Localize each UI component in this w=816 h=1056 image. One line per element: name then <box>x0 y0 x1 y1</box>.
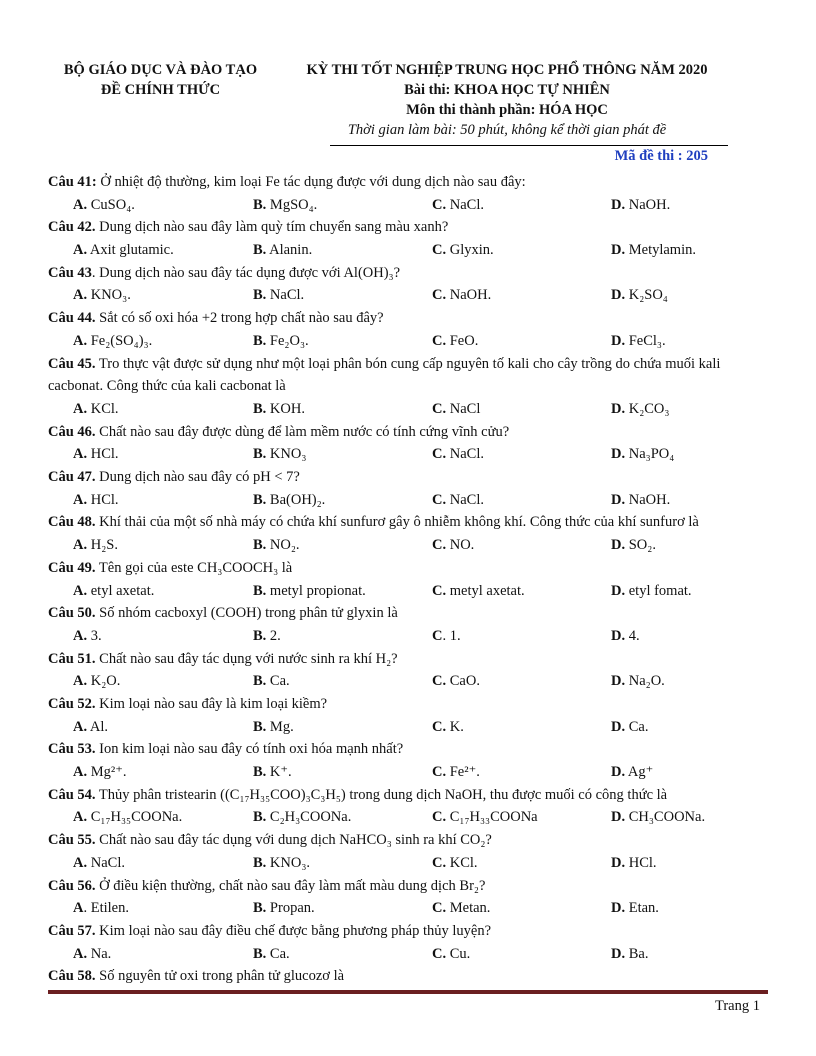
question-number: Câu 45. <box>48 355 96 372</box>
answer-option <box>253 806 351 829</box>
option-row <box>48 194 770 217</box>
answer-option <box>253 761 292 784</box>
option-letter: A. <box>73 446 88 463</box>
answer-option <box>73 194 135 217</box>
option-text: Alanin. <box>266 242 313 259</box>
answer-option <box>73 580 154 603</box>
option-text: Propan. <box>266 900 315 917</box>
answer-option <box>611 398 669 421</box>
option-text: 3. <box>87 627 102 644</box>
option-letter: D. <box>611 764 626 781</box>
option-letter: C. <box>432 491 447 508</box>
answer-option <box>253 580 366 603</box>
question <box>48 262 770 285</box>
option-letter: C. <box>432 537 447 554</box>
option-letter: A. <box>73 537 88 554</box>
answer-option <box>611 330 666 353</box>
option-letter: D. <box>611 537 626 554</box>
option-letter: C <box>432 627 443 644</box>
answer-option <box>73 625 102 648</box>
option-text: Na₃PO₄ <box>625 446 675 463</box>
answer-option <box>611 761 653 784</box>
answer-option <box>432 284 491 307</box>
option-row <box>48 716 770 739</box>
option-text: etyl fomat. <box>625 582 692 599</box>
option-text: NaOH. <box>625 196 671 213</box>
option-letter: A. <box>73 764 88 781</box>
question-text: Số nguyên tử oxi trong phân tử glucozơ là <box>95 968 345 985</box>
question <box>48 784 770 807</box>
question-number: Câu 51. <box>48 650 96 667</box>
option-row <box>48 852 770 875</box>
option-text: KCl. <box>87 400 119 417</box>
option-letter: A. <box>73 718 88 735</box>
answer-option <box>73 443 119 466</box>
option-letter: A. <box>73 400 88 417</box>
option-letter: D. <box>611 446 626 463</box>
answer-option <box>253 670 290 693</box>
option-letter: C. <box>432 582 447 599</box>
option-text: Fe²⁺. <box>446 764 480 781</box>
option-text: . Etilen. <box>83 900 129 917</box>
option-letter: B. <box>253 491 267 508</box>
header-right <box>272 60 742 140</box>
option-letter: C. <box>432 446 447 463</box>
question-text: . Dung dịch nào sau đây tác dụng được với Al(OH)₃? <box>91 264 401 281</box>
option-letter: C. <box>432 900 447 917</box>
answer-option <box>73 852 125 875</box>
page-number: Trang 1 <box>715 998 760 1014</box>
answer-option <box>73 284 131 307</box>
option-text: KCl. <box>446 854 478 871</box>
option-text: H₂S. <box>87 537 118 554</box>
question-number: Câu 48. <box>48 514 96 531</box>
option-letter: D. <box>611 673 626 690</box>
option-text: CuSO₄. <box>87 196 135 213</box>
answer-option <box>611 625 640 648</box>
exam-title: KỲ THI TỐT NGHIỆP TRUNG HỌC PHỔ THÔNG NĂM 2020 <box>306 62 708 78</box>
option-text: Glyxin. <box>446 242 494 259</box>
answer-option <box>253 284 304 307</box>
question-number: Câu 58. <box>48 968 96 985</box>
option-text: NaCl. <box>266 287 305 304</box>
question <box>48 171 770 194</box>
exam-component: Môn thi thành phần: HÓA HỌC <box>406 102 608 118</box>
option-letter: B. <box>253 627 267 644</box>
question-number: Câu 54. <box>48 786 96 803</box>
option-text: CH₃COONa. <box>625 809 706 826</box>
option-text: K₂CO₃ <box>625 400 670 417</box>
question-number: Câu 41: <box>48 174 97 190</box>
option-letter: C. <box>432 718 447 735</box>
option-letter: A. <box>73 196 88 213</box>
option-letter: B. <box>253 809 267 826</box>
answer-option <box>432 398 480 421</box>
question <box>48 216 770 239</box>
answer-option <box>253 330 309 353</box>
option-text: CaO. <box>446 673 480 690</box>
answer-option <box>432 194 484 217</box>
answer-option <box>432 239 494 262</box>
question-number: Câu 42. <box>48 219 96 236</box>
question-number: Câu 57. <box>48 922 96 939</box>
option-row <box>48 625 770 648</box>
answer-option <box>73 534 118 557</box>
option-letter: B. <box>253 673 267 690</box>
answer-option <box>611 489 670 512</box>
answer-option <box>432 670 480 693</box>
question-text: Sắt có số oxi hóa +2 trong hợp chất nào sau đây? <box>95 310 384 327</box>
question <box>48 421 770 444</box>
option-text: Etan. <box>625 900 659 917</box>
option-row <box>48 761 770 784</box>
answer-option <box>253 239 312 262</box>
option-text: NaCl <box>446 400 481 417</box>
question-number: Câu 47. <box>48 469 96 486</box>
answer-option <box>432 625 461 648</box>
question-text: Thủy phân tristearin ((C₁₇H₃₅COO)₃C₃H₅) trong dung dịch NaOH, thu được muối có công thức là <box>95 786 668 803</box>
option-text: NaCl. <box>446 196 484 213</box>
option-row <box>48 239 770 262</box>
option-letter: B. <box>253 196 267 213</box>
option-letter: C. <box>432 945 447 962</box>
answer-option <box>73 330 152 353</box>
answer-option <box>611 194 670 217</box>
option-text: . 1. <box>442 627 461 644</box>
answer-option <box>432 489 484 512</box>
option-row <box>48 670 770 693</box>
answer-option <box>253 897 315 920</box>
option-text: C₁₇H₃₅COONa. <box>87 809 183 826</box>
option-text: Ca. <box>625 718 649 735</box>
option-text: Cu. <box>446 945 471 962</box>
option-letter: D. <box>611 196 626 213</box>
question-text: Chất nào sau đây tác dụng với dung dịch NaHCO₃ sinh ra khí CO₂? <box>95 832 492 849</box>
question <box>48 511 770 534</box>
option-text: NaOH. <box>446 287 492 304</box>
answer-option <box>253 443 306 466</box>
answer-option <box>73 398 119 421</box>
question-text: Chất nào sau đây được dùng để làm mềm nước có tính cứng vĩnh cửu? <box>95 423 510 440</box>
question-text: Khí thải của một số nhà máy có chứa khí sunfurơ gây ô nhiễm không khí. Công thức của khí sunfurơ là <box>95 514 699 531</box>
option-letter: B. <box>253 764 267 781</box>
option-text: HCl. <box>625 854 657 871</box>
option-text: Axit glutamic. <box>87 242 174 259</box>
answer-option <box>253 716 294 739</box>
answer-option <box>611 239 696 262</box>
answer-option <box>253 943 290 966</box>
option-letter: D. <box>611 287 626 304</box>
option-letter: A. <box>73 673 88 690</box>
answer-option <box>253 534 300 557</box>
option-text: C₁₇H₃₃COONa <box>446 809 538 826</box>
option-letter: B. <box>253 287 267 304</box>
question-number: Câu 56. <box>48 877 96 894</box>
answer-option <box>432 761 480 784</box>
option-text: K₂O. <box>87 673 121 690</box>
option-letter: C. <box>432 764 447 781</box>
option-text: NaCl. <box>87 854 125 871</box>
option-text: metyl axetat. <box>446 582 525 599</box>
option-letter: A <box>73 900 84 917</box>
question-text: Dung dịch nào sau đây có pH < 7? <box>95 469 300 486</box>
option-letter: D. <box>611 945 626 962</box>
option-row <box>48 443 770 466</box>
answer-option <box>432 852 478 875</box>
option-text: K⁺. <box>266 764 292 781</box>
question-text: Ion kim loại nào sau đây có tính oxi hóa mạnh nhất? <box>95 741 404 758</box>
answer-option <box>611 284 668 307</box>
option-text: Na₂O. <box>625 673 665 690</box>
question <box>48 557 770 580</box>
question-text: Tên gọi của este CH₃COOCH₃ là <box>95 559 293 576</box>
option-letter: A. <box>73 287 88 304</box>
answer-option <box>432 716 464 739</box>
option-text: Mg. <box>266 718 294 735</box>
option-text: 2. <box>266 627 281 644</box>
option-letter: B. <box>253 242 267 259</box>
option-text: SO₂. <box>625 537 656 554</box>
option-text: Mg²⁺. <box>87 764 127 781</box>
ministry-name: BỘ GIÁO DỤC VÀ ĐÀO TẠO <box>63 62 258 78</box>
answer-option <box>611 534 656 557</box>
question <box>48 307 770 330</box>
question-text: Số nhóm cacboxyl (COOH) trong phân tử glyxin là <box>95 605 398 622</box>
option-text: K₂SO₄ <box>625 287 668 304</box>
option-text: Al. <box>87 718 109 735</box>
answer-option <box>611 897 659 920</box>
question <box>48 602 770 625</box>
option-letter: B. <box>253 400 267 417</box>
option-text: NO. <box>446 537 475 554</box>
answer-option <box>253 398 305 421</box>
option-text: Na. <box>87 945 112 962</box>
option-text: 4. <box>625 627 640 644</box>
option-letter: C. <box>432 242 447 259</box>
option-letter: D. <box>611 582 626 599</box>
answer-option <box>253 852 310 875</box>
question-number: Câu 53. <box>48 741 96 758</box>
option-row <box>48 580 770 603</box>
exam-duration: Thời gian làm bài: 50 phút, không kể thời gian phát đề <box>347 122 667 138</box>
answer-option <box>73 943 111 966</box>
option-letter: C. <box>432 196 447 213</box>
answer-option <box>611 852 657 875</box>
answer-option <box>73 716 108 739</box>
option-text: MgSO₄. <box>266 196 318 213</box>
answer-option <box>611 806 705 829</box>
answer-option <box>73 489 119 512</box>
question <box>48 693 770 716</box>
question <box>48 829 770 852</box>
option-text: NaOH. <box>625 491 671 508</box>
answer-option <box>432 897 490 920</box>
option-letter: D. <box>611 809 626 826</box>
answer-option <box>253 194 317 217</box>
question-text: Chất nào sau đây tác dụng với nước sinh ra khí H₂? <box>95 650 398 667</box>
option-letter: C. <box>432 809 447 826</box>
official-label: ĐỀ CHÍNH THỨC <box>100 82 221 98</box>
option-row <box>48 489 770 512</box>
question-text: Ở nhiệt độ thường, kim loại Fe tác dụng được với dung dịch nào sau đây: <box>96 174 526 190</box>
question-number: Câu 44. <box>48 310 96 327</box>
option-text: Ba(OH)₂. <box>266 491 326 508</box>
answer-option <box>73 806 182 829</box>
question-text: Kim loại nào sau đây là kim loại kiềm? <box>95 696 328 712</box>
option-text: FeO. <box>446 332 479 349</box>
question <box>48 738 770 761</box>
option-row <box>48 284 770 307</box>
option-letter: A. <box>73 242 88 259</box>
question-text: Ở điều kiện thường, chất nào sau đây làm mất màu dung dịch Br₂? <box>95 877 486 894</box>
question-number: Câu 46. <box>48 423 96 440</box>
option-text: C₂H₃COONa. <box>266 809 352 826</box>
option-letter: B. <box>253 854 267 871</box>
option-text: HCl. <box>87 446 119 463</box>
question <box>48 353 770 398</box>
answer-option <box>611 443 674 466</box>
option-row <box>48 943 770 966</box>
option-letter: B. <box>253 537 267 554</box>
option-text: Metylamin. <box>625 242 696 259</box>
option-row <box>48 897 770 920</box>
option-text: Fe₂O₃. <box>266 332 309 349</box>
answer-option <box>253 489 325 512</box>
answer-option <box>432 806 538 829</box>
option-text: Ba. <box>625 945 649 962</box>
answer-option <box>432 943 470 966</box>
question-text: Tro thực vật được sử dụng như một loại phân bón cung cấp nguyên tố kali cho cây trồng do chứa muối kali cacbonat. Công thức của kali cacbonat là <box>48 355 721 395</box>
option-letter: A. <box>73 491 88 508</box>
question-text: Kim loại nào sau đây điều chế được bằng phương pháp thủy luyện? <box>95 922 492 939</box>
answer-option <box>611 943 648 966</box>
option-letter: D. <box>611 854 626 871</box>
question-text: Dung dịch nào sau đây làm quỳ tím chuyển sang màu xanh? <box>95 219 449 236</box>
option-letter: C. <box>432 400 447 417</box>
header-left <box>48 60 273 100</box>
exam-subject: Bài thi: KHOA HỌC TỰ NHIÊN <box>404 82 610 98</box>
question-number: Câu 55. <box>48 832 96 849</box>
answer-option <box>73 761 127 784</box>
option-letter: B. <box>253 900 267 917</box>
option-letter: A. <box>73 332 88 349</box>
option-row <box>48 534 770 557</box>
question-number: Câu 49. <box>48 559 96 576</box>
option-text: KNO₃. <box>87 287 131 304</box>
option-text: Metan. <box>446 900 491 917</box>
option-letter: A. <box>73 809 88 826</box>
option-text: Ca. <box>266 945 290 962</box>
option-text: Ca. <box>266 673 290 690</box>
exam-code: Mã đề thi : 205 <box>614 148 708 164</box>
option-text: NaCl. <box>446 446 484 463</box>
option-text: Fe₂(SO₄)₃. <box>87 332 153 349</box>
question-number: Câu 43 <box>48 264 92 281</box>
question-number: Câu 52. <box>48 696 96 712</box>
option-text: Ag⁺ <box>625 764 654 781</box>
option-text: NaCl. <box>446 491 484 508</box>
option-row <box>48 806 770 829</box>
option-letter: B. <box>253 446 267 463</box>
option-text: etyl axetat. <box>87 582 155 599</box>
option-letter: C. <box>432 332 447 349</box>
answer-option <box>253 625 281 648</box>
question <box>48 920 770 943</box>
answer-option <box>432 330 478 353</box>
option-text: metyl propionat. <box>266 582 366 599</box>
option-text: KNO₃ <box>266 446 307 463</box>
answer-option <box>432 580 525 603</box>
answer-option <box>611 716 648 739</box>
option-letter: B. <box>253 945 267 962</box>
question-list <box>48 171 770 988</box>
option-text: KNO₃. <box>266 854 311 871</box>
option-letter: D. <box>611 900 626 917</box>
question <box>48 965 770 988</box>
answer-option <box>73 239 174 262</box>
question-number: Câu 50. <box>48 605 96 622</box>
option-row <box>48 398 770 421</box>
option-letter: D. <box>611 491 626 508</box>
option-letter: A. <box>73 854 88 871</box>
answer-option <box>611 670 665 693</box>
option-letter: D. <box>611 400 626 417</box>
question <box>48 648 770 671</box>
option-text: K. <box>446 718 464 735</box>
answer-option <box>73 897 129 920</box>
answer-option <box>432 443 484 466</box>
answer-option <box>432 534 474 557</box>
option-letter: C. <box>432 287 447 304</box>
answer-option <box>611 580 692 603</box>
option-letter: D. <box>611 627 626 644</box>
option-letter: A. <box>73 582 88 599</box>
option-text: HCl. <box>87 491 119 508</box>
option-text: KOH. <box>266 400 305 417</box>
footer-rule <box>48 990 768 994</box>
option-letter: A. <box>73 627 88 644</box>
question <box>48 875 770 898</box>
option-text: FeCl₃. <box>625 332 666 349</box>
option-letter: A. <box>73 945 88 962</box>
option-row <box>48 330 770 353</box>
option-letter: B. <box>253 582 267 599</box>
option-letter: B. <box>253 332 267 349</box>
answer-option <box>73 670 120 693</box>
option-letter: B. <box>253 718 267 735</box>
option-letter: D. <box>611 242 626 259</box>
option-text: NO₂. <box>266 537 300 554</box>
option-letter: C. <box>432 673 447 690</box>
option-letter: D. <box>611 718 626 735</box>
option-letter: C. <box>432 854 447 871</box>
question <box>48 466 770 489</box>
option-letter: D. <box>611 332 626 349</box>
